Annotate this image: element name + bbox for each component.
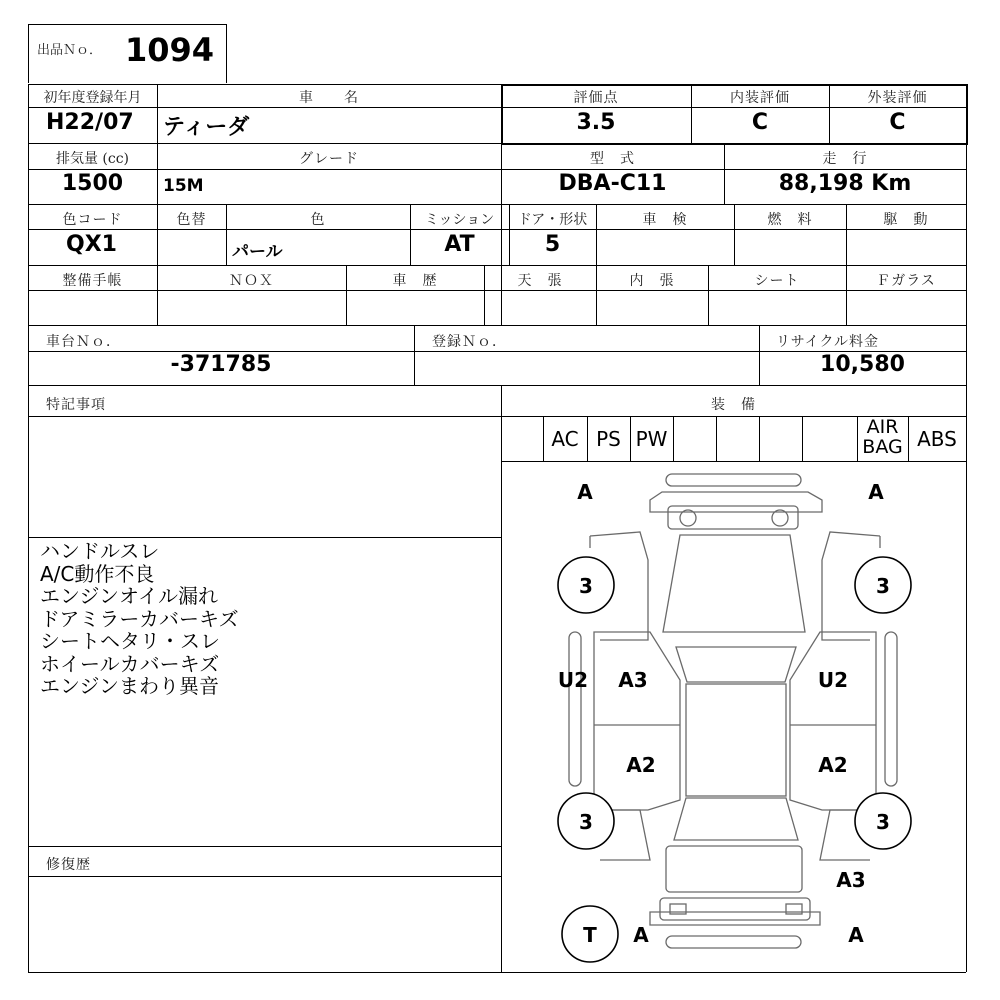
registration-header: 登録Ｎｏ．	[432, 334, 507, 350]
drive-header: 駆 動	[883, 212, 929, 228]
mileage: 88,198 Km	[778, 171, 912, 196]
diag-left-door-front: A3	[618, 668, 648, 692]
recycle-header: リサイクル料金	[776, 334, 880, 350]
remarks-header: 特記事項	[46, 397, 106, 413]
color-code-header: 色コード	[62, 212, 123, 228]
note-item: エンジンオイル漏れ	[40, 584, 218, 608]
exterior-grade: C	[889, 110, 906, 135]
diag-rear-bumper-right: A	[848, 923, 864, 947]
color-code: QX1	[66, 232, 117, 257]
diag-tire-fl: 3	[579, 574, 593, 598]
model-code: DBA-C11	[558, 171, 667, 196]
note-item: シートヘタリ・スレ	[40, 629, 220, 653]
overall-score: 3.5	[576, 110, 616, 135]
equipment-header: 装 備	[711, 397, 756, 413]
diag-tire-fr: 3	[876, 574, 890, 598]
grade-header: グレード	[299, 151, 359, 167]
fuel-header: 燃 料	[767, 212, 813, 228]
score-header: 評価点	[573, 90, 619, 106]
mileage-header: 走 行	[822, 151, 868, 167]
diag-left-door-rear: A2	[626, 753, 656, 777]
diag-right-side: U2	[817, 668, 849, 692]
equip-airbag	[857, 417, 908, 457]
equip-ps: PS	[596, 427, 621, 451]
repaint-header: 色替	[176, 212, 207, 228]
note-item: エンジンまわり異音	[40, 674, 219, 698]
car-name: ティーダ	[163, 115, 250, 140]
diag-tire-rl: 3	[579, 810, 593, 834]
grade-value: 15M	[163, 176, 204, 196]
interior-grade: C	[751, 110, 769, 135]
inspection-header: 車 検	[642, 212, 688, 228]
car-diagram	[502, 462, 965, 971]
note-item: ドアミラーカバーキズ	[40, 606, 239, 631]
lot-number: 1094	[125, 31, 215, 69]
lot-label: 出品Ｎｏ．	[37, 43, 103, 58]
chassis-number: -371785	[170, 352, 272, 377]
seat-header: シート	[754, 273, 800, 289]
maintenance-header: 整備手帳	[62, 273, 123, 289]
equip-ac: AC	[551, 427, 579, 451]
doors: 5	[544, 232, 561, 257]
color-header: 色	[310, 212, 326, 228]
color-value: パール	[232, 242, 283, 262]
note-item: A/C動作不良	[40, 561, 155, 586]
diag-right-door-rear: A2	[818, 753, 848, 777]
recycle-fee: 10,580	[820, 352, 905, 377]
lot-number-box	[28, 24, 227, 83]
equip-airbag-line1: AIR	[866, 416, 899, 438]
interior-lining-header: 内 張	[629, 273, 675, 289]
chassis-header: 車台Ｎｏ．	[46, 334, 121, 350]
equip-abs: ABS	[917, 427, 957, 451]
diag-tire-rr: 3	[876, 810, 890, 834]
interior-header: 内装評価	[730, 90, 790, 106]
equip-airbag-line2: BAG	[862, 436, 903, 458]
note-item: ハンドルスレ	[40, 539, 160, 563]
nox-header: ＮＯＸ	[229, 273, 274, 289]
diag-spare-tire: T	[583, 923, 597, 947]
note-item: ホイールカバーキズ	[40, 651, 220, 676]
year-header: 初年度登録年月	[43, 90, 142, 106]
roof-header: 天 張	[517, 273, 563, 289]
repair-history-header: 修復歴	[46, 857, 91, 873]
equip-pw: PW	[635, 427, 668, 451]
exterior-header: 外装評価	[867, 90, 928, 106]
history-header: 車 歴	[392, 273, 438, 289]
transmission-header: ミッション	[424, 212, 495, 228]
diag-rear-bumper-left: A	[633, 923, 649, 947]
diag-front-right: A	[868, 480, 884, 504]
doors-header: ドア・形状	[517, 212, 588, 228]
glass-header: Ｆガラス	[876, 273, 936, 289]
displacement: 1500	[61, 171, 124, 196]
diag-left-side: U2	[557, 668, 589, 692]
diag-rear-right: A3	[836, 868, 866, 892]
model-header: 型 式	[590, 151, 635, 167]
transmission: AT	[444, 232, 475, 257]
remarks-notes	[40, 540, 239, 698]
diag-front-left: A	[577, 480, 593, 504]
registration-year: H22/07	[46, 110, 134, 135]
displacement-header: 排気量 (cc)	[55, 151, 130, 167]
car-name-header: 車 名	[299, 90, 359, 106]
